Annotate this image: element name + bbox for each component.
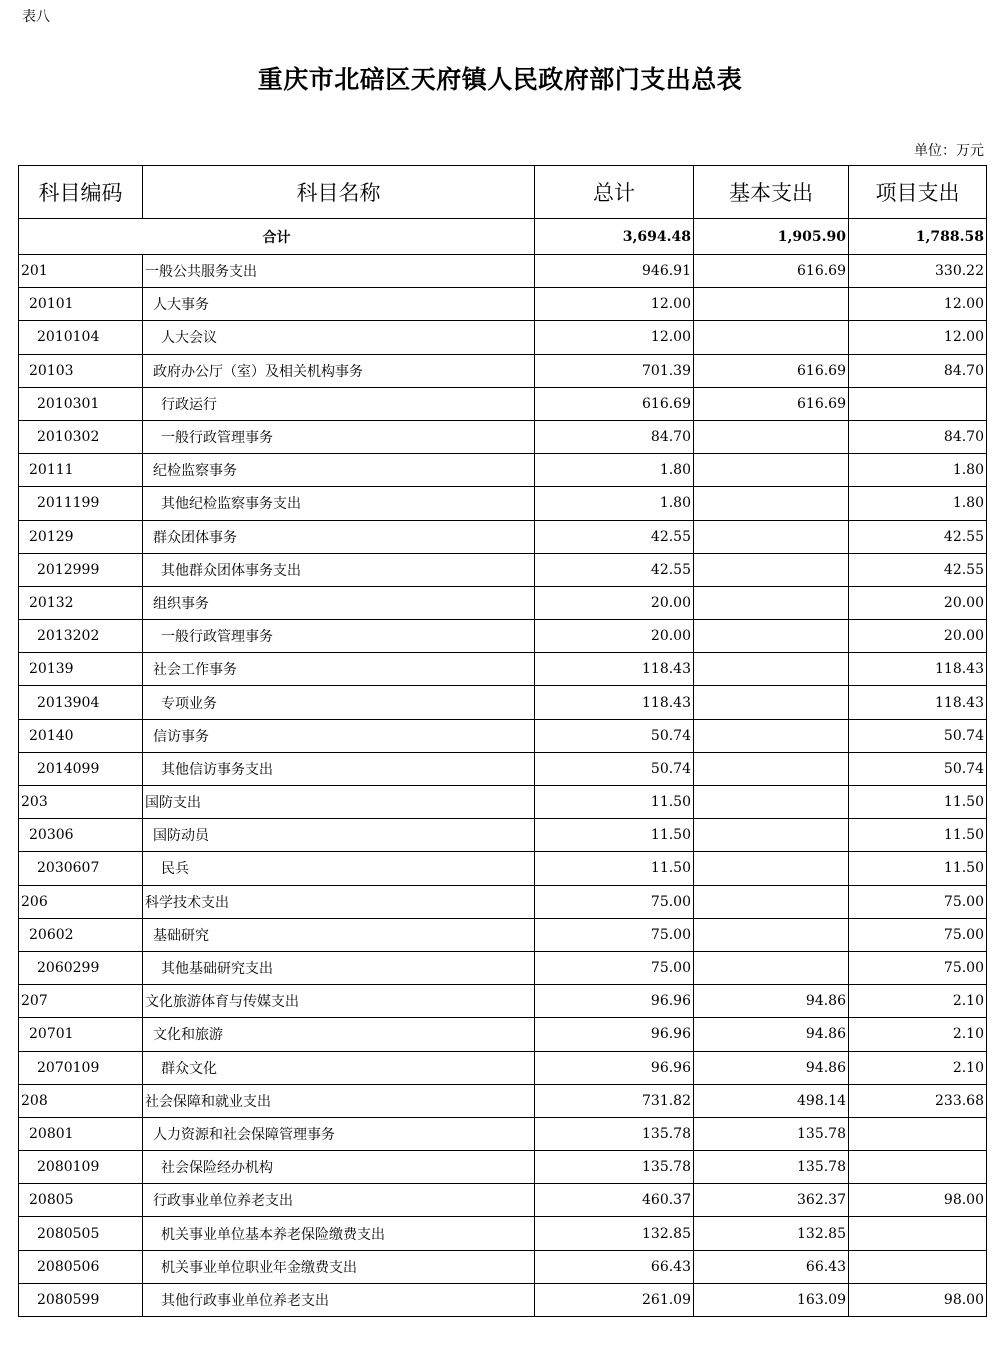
total-cell: 42.55 <box>535 520 694 553</box>
summary-label: 合计 <box>19 219 535 255</box>
total-cell: 12.00 <box>535 321 694 354</box>
subject-code-cell: 2080506 <box>19 1250 143 1283</box>
basic-expenditure-cell <box>694 852 849 885</box>
subject-name-cell: 其他基础研究支出 <box>143 951 535 984</box>
subject-code-cell: 208 <box>19 1084 143 1117</box>
total-cell: 118.43 <box>535 653 694 686</box>
project-expenditure-cell: 42.55 <box>849 520 987 553</box>
subject-name-cell: 其他群众团体事务支出 <box>143 553 535 586</box>
subject-code-cell: 20101 <box>19 288 143 321</box>
header-subject-code: 科目编码 <box>19 166 143 219</box>
project-expenditure-cell: 1.80 <box>849 487 987 520</box>
table-row <box>19 1018 987 1051</box>
subject-code-cell: 2014099 <box>19 752 143 785</box>
project-expenditure-cell: 12.00 <box>849 288 987 321</box>
subject-code-cell: 2010302 <box>19 420 143 453</box>
project-expenditure-cell: 11.50 <box>849 819 987 852</box>
total-cell: 460.37 <box>535 1184 694 1217</box>
table-row <box>19 719 987 752</box>
basic-expenditure-cell <box>694 520 849 553</box>
total-cell: 1.80 <box>535 454 694 487</box>
total-cell: 20.00 <box>535 620 694 653</box>
subject-name-cell: 人大事务 <box>143 288 535 321</box>
subject-name-cell: 文化和旅游 <box>143 1018 535 1051</box>
project-expenditure-cell: 118.43 <box>849 686 987 719</box>
basic-expenditure-cell: 616.69 <box>694 387 849 420</box>
table-row <box>19 387 987 420</box>
subject-code-cell: 206 <box>19 885 143 918</box>
basic-expenditure-cell <box>694 487 849 520</box>
subject-code-cell: 20306 <box>19 819 143 852</box>
basic-expenditure-cell: 135.78 <box>694 1151 849 1184</box>
subject-name-cell: 行政运行 <box>143 387 535 420</box>
page-title: 重庆市北碚区天府镇人民政府部门支出总表 <box>257 65 743 94</box>
basic-expenditure-cell <box>694 288 849 321</box>
unit-label: 单位：万元 <box>914 143 984 159</box>
subject-name-cell: 纪检监察事务 <box>143 454 535 487</box>
subject-name-cell: 社会保险经办机构 <box>143 1151 535 1184</box>
subject-code-cell: 2013904 <box>19 686 143 719</box>
header-total: 总计 <box>535 166 694 219</box>
subject-code-cell: 2011199 <box>19 487 143 520</box>
subject-code-cell: 20132 <box>19 586 143 619</box>
total-cell: 261.09 <box>535 1283 694 1316</box>
basic-expenditure-cell: 135.78 <box>694 1117 849 1150</box>
table-row <box>19 1117 987 1150</box>
table-row <box>19 586 987 619</box>
project-expenditure-cell: 50.74 <box>849 719 987 752</box>
subject-code-cell: 20139 <box>19 653 143 686</box>
total-cell: 11.50 <box>535 819 694 852</box>
project-expenditure-cell: 330.22 <box>849 255 987 288</box>
total-cell: 135.78 <box>535 1117 694 1150</box>
table-row <box>19 354 987 387</box>
total-cell: 731.82 <box>535 1084 694 1117</box>
table-row <box>19 852 987 885</box>
project-expenditure-cell: 2.10 <box>849 1051 987 1084</box>
project-expenditure-cell: 1.80 <box>849 454 987 487</box>
subject-name-cell: 专项业务 <box>143 686 535 719</box>
total-cell: 50.74 <box>535 719 694 752</box>
project-expenditure-cell: 42.55 <box>849 553 987 586</box>
subject-code-cell: 2080505 <box>19 1217 143 1250</box>
subject-name-cell: 机关事业单位职业年金缴费支出 <box>143 1250 535 1283</box>
project-expenditure-cell: 84.70 <box>849 354 987 387</box>
subject-name-cell: 一般公共服务支出 <box>143 255 535 288</box>
subject-code-cell: 20111 <box>19 454 143 487</box>
total-cell: 50.74 <box>535 752 694 785</box>
table-row <box>19 653 987 686</box>
project-expenditure-cell: 233.68 <box>849 1084 987 1117</box>
total-cell: 75.00 <box>535 885 694 918</box>
subject-code-cell: 2010301 <box>19 387 143 420</box>
table-row <box>19 885 987 918</box>
subject-name-cell: 一般行政管理事务 <box>143 420 535 453</box>
project-expenditure-cell: 98.00 <box>849 1283 987 1316</box>
basic-expenditure-cell: 362.37 <box>694 1184 849 1217</box>
project-expenditure-cell: 20.00 <box>849 586 987 619</box>
total-cell: 1.80 <box>535 487 694 520</box>
project-expenditure-cell: 75.00 <box>849 918 987 951</box>
basic-expenditure-cell: 132.85 <box>694 1217 849 1250</box>
basic-expenditure-cell <box>694 918 849 951</box>
table-row <box>19 819 987 852</box>
table-number-label: 表八 <box>22 9 50 25</box>
total-cell: 701.39 <box>535 354 694 387</box>
subject-name-cell: 其他纪检监察事务支出 <box>143 487 535 520</box>
total-cell: 42.55 <box>535 553 694 586</box>
basic-expenditure-cell: 66.43 <box>694 1250 849 1283</box>
total-cell: 96.96 <box>535 985 694 1018</box>
total-cell: 616.69 <box>535 387 694 420</box>
project-expenditure-cell: 11.50 <box>849 786 987 819</box>
basic-expenditure-cell <box>694 752 849 785</box>
subject-name-cell: 其他行政事业单位养老支出 <box>143 1283 535 1316</box>
subject-code-cell: 2013202 <box>19 620 143 653</box>
subject-code-cell: 20103 <box>19 354 143 387</box>
basic-expenditure-cell <box>694 454 849 487</box>
total-cell: 11.50 <box>535 852 694 885</box>
subject-code-cell: 2030607 <box>19 852 143 885</box>
subject-code-cell: 20140 <box>19 719 143 752</box>
subject-name-cell: 社会工作事务 <box>143 653 535 686</box>
total-cell: 75.00 <box>535 918 694 951</box>
subject-name-cell: 机关事业单位基本养老保险缴费支出 <box>143 1217 535 1250</box>
subject-code-cell: 20801 <box>19 1117 143 1150</box>
summary-basic: 1,905.90 <box>694 219 849 255</box>
subject-name-cell: 基础研究 <box>143 918 535 951</box>
total-cell: 946.91 <box>535 255 694 288</box>
subject-code-cell: 207 <box>19 985 143 1018</box>
project-expenditure-cell: 2.10 <box>849 1018 987 1051</box>
basic-expenditure-cell: 498.14 <box>694 1084 849 1117</box>
subject-name-cell: 科学技术支出 <box>143 885 535 918</box>
basic-expenditure-cell: 94.86 <box>694 1018 849 1051</box>
basic-expenditure-cell <box>694 719 849 752</box>
header-subject-name: 科目名称 <box>143 166 535 219</box>
table-row <box>19 255 987 288</box>
subject-code-cell: 2010104 <box>19 321 143 354</box>
total-cell: 75.00 <box>535 951 694 984</box>
basic-expenditure-cell: 163.09 <box>694 1283 849 1316</box>
table-row <box>19 1084 987 1117</box>
project-expenditure-cell <box>849 1250 987 1283</box>
table-row <box>19 288 987 321</box>
header-basic-expenditure: 基本支出 <box>694 166 849 219</box>
table-row <box>19 454 987 487</box>
project-expenditure-cell: 20.00 <box>849 620 987 653</box>
basic-expenditure-cell <box>694 321 849 354</box>
table-row <box>19 420 987 453</box>
subject-name-cell: 组织事务 <box>143 586 535 619</box>
subject-code-cell: 20129 <box>19 520 143 553</box>
subject-name-cell: 信访事务 <box>143 719 535 752</box>
table-row <box>19 1051 987 1084</box>
project-expenditure-cell: 75.00 <box>849 951 987 984</box>
basic-expenditure-cell: 616.69 <box>694 255 849 288</box>
project-expenditure-cell <box>849 1151 987 1184</box>
table-row <box>19 752 987 785</box>
subject-name-cell: 人力资源和社会保障管理事务 <box>143 1117 535 1150</box>
subject-name-cell: 其他信访事务支出 <box>143 752 535 785</box>
table-row <box>19 1151 987 1184</box>
table-row <box>19 1217 987 1250</box>
subject-code-cell: 20701 <box>19 1018 143 1051</box>
subject-name-cell: 民兵 <box>143 852 535 885</box>
total-cell: 11.50 <box>535 786 694 819</box>
total-cell: 96.96 <box>535 1018 694 1051</box>
table-row <box>19 686 987 719</box>
basic-expenditure-cell <box>694 686 849 719</box>
subject-code-cell: 2060299 <box>19 951 143 984</box>
total-cell: 135.78 <box>535 1151 694 1184</box>
summary-row <box>19 219 987 255</box>
table-row <box>19 1184 987 1217</box>
total-cell: 84.70 <box>535 420 694 453</box>
project-expenditure-cell: 75.00 <box>849 885 987 918</box>
project-expenditure-cell: 50.74 <box>849 752 987 785</box>
project-expenditure-cell: 11.50 <box>849 852 987 885</box>
basic-expenditure-cell <box>694 653 849 686</box>
subject-name-cell: 政府办公厅（室）及相关机构事务 <box>143 354 535 387</box>
subject-name-cell: 人大会议 <box>143 321 535 354</box>
basic-expenditure-cell <box>694 586 849 619</box>
basic-expenditure-cell <box>694 819 849 852</box>
project-expenditure-cell: 12.00 <box>849 321 987 354</box>
project-expenditure-cell <box>849 1217 987 1250</box>
subject-name-cell: 国防支出 <box>143 786 535 819</box>
subject-code-cell: 201 <box>19 255 143 288</box>
subject-name-cell: 社会保障和就业支出 <box>143 1084 535 1117</box>
total-cell: 96.96 <box>535 1051 694 1084</box>
basic-expenditure-cell <box>694 786 849 819</box>
subject-name-cell: 群众文化 <box>143 1051 535 1084</box>
total-cell: 132.85 <box>535 1217 694 1250</box>
expenditure-table <box>18 165 987 1317</box>
basic-expenditure-cell <box>694 553 849 586</box>
project-expenditure-cell: 2.10 <box>849 985 987 1018</box>
table-row <box>19 520 987 553</box>
table-row <box>19 487 987 520</box>
table-row <box>19 951 987 984</box>
table-row <box>19 918 987 951</box>
table-row <box>19 985 987 1018</box>
basic-expenditure-cell: 94.86 <box>694 1051 849 1084</box>
project-expenditure-cell: 118.43 <box>849 653 987 686</box>
subject-code-cell: 2012999 <box>19 553 143 586</box>
header-project-expenditure: 项目支出 <box>849 166 987 219</box>
table-row <box>19 553 987 586</box>
project-expenditure-cell <box>849 387 987 420</box>
subject-code-cell: 2070109 <box>19 1051 143 1084</box>
summary-project: 1,788.58 <box>849 219 987 255</box>
basic-expenditure-cell <box>694 420 849 453</box>
subject-name-cell: 群众团体事务 <box>143 520 535 553</box>
table-row <box>19 1283 987 1316</box>
subject-code-cell: 2080599 <box>19 1283 143 1316</box>
subject-code-cell: 203 <box>19 786 143 819</box>
subject-name-cell: 一般行政管理事务 <box>143 620 535 653</box>
total-cell: 66.43 <box>535 1250 694 1283</box>
subject-name-cell: 国防动员 <box>143 819 535 852</box>
total-cell: 118.43 <box>535 686 694 719</box>
basic-expenditure-cell: 94.86 <box>694 985 849 1018</box>
table-row <box>19 786 987 819</box>
project-expenditure-cell: 98.00 <box>849 1184 987 1217</box>
table-row <box>19 620 987 653</box>
basic-expenditure-cell <box>694 951 849 984</box>
basic-expenditure-cell <box>694 885 849 918</box>
total-cell: 12.00 <box>535 288 694 321</box>
subject-name-cell: 文化旅游体育与传媒支出 <box>143 985 535 1018</box>
basic-expenditure-cell <box>694 620 849 653</box>
header-row <box>19 166 987 219</box>
summary-total: 3,694.48 <box>535 219 694 255</box>
table-row <box>19 321 987 354</box>
subject-code-cell: 20602 <box>19 918 143 951</box>
total-cell: 20.00 <box>535 586 694 619</box>
table-row <box>19 1250 987 1283</box>
subject-code-cell: 20805 <box>19 1184 143 1217</box>
project-expenditure-cell <box>849 1117 987 1150</box>
basic-expenditure-cell: 616.69 <box>694 354 849 387</box>
subject-name-cell: 行政事业单位养老支出 <box>143 1184 535 1217</box>
subject-code-cell: 2080109 <box>19 1151 143 1184</box>
project-expenditure-cell: 84.70 <box>849 420 987 453</box>
